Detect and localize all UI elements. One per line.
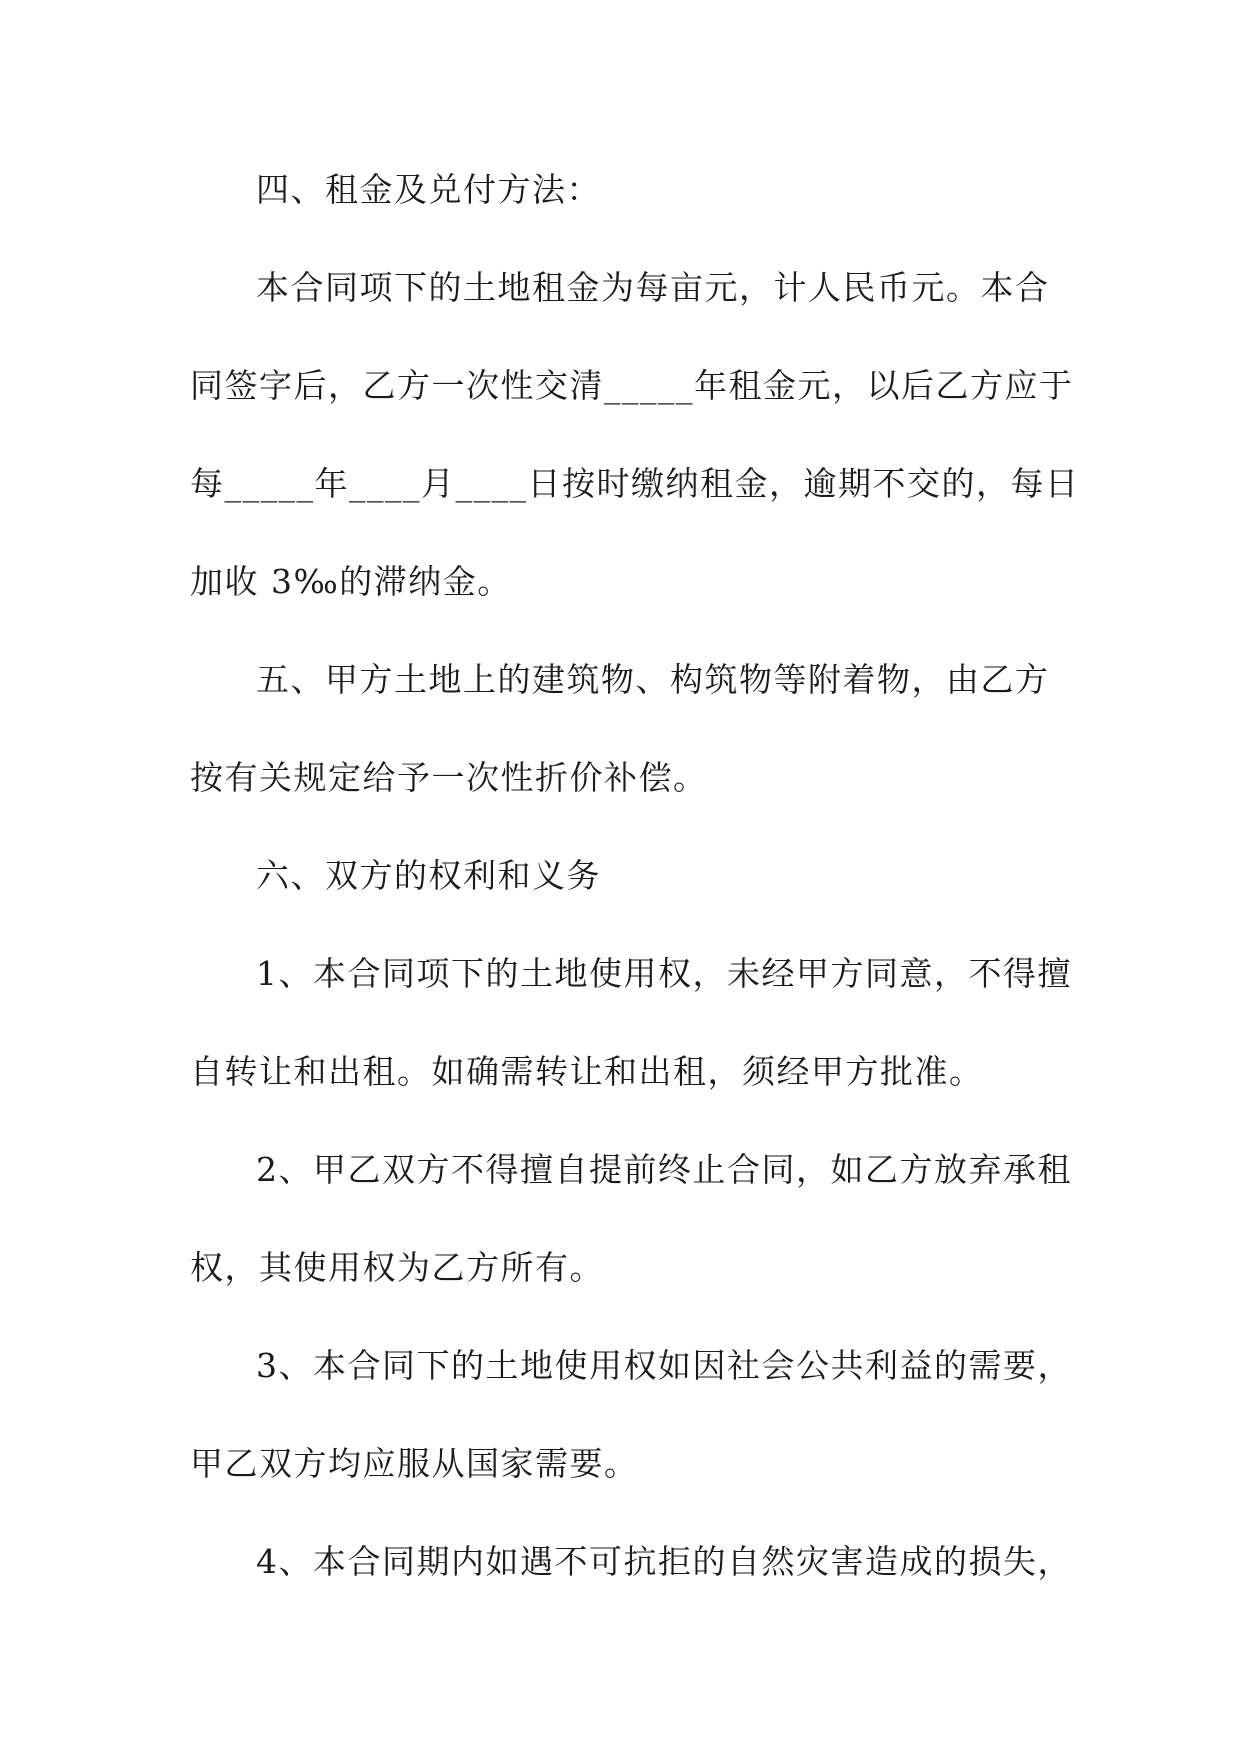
paragraph-line: 加收 3‰的滞纳金。 [190,562,512,601]
paragraph-line: 甲乙双方均应服从国家需要。 [190,1444,639,1483]
document-body [190,170,1080,1640]
paragraph-line: 4、本合同期内如遇不可抗拒的自然灾害造成的损失， [256,1542,1072,1581]
paragraph-line: 四、租金及兑付方法： [256,170,601,209]
paragraph-line: 权，其使用权为乙方所有。 [190,1248,604,1287]
paragraph-line: 五、甲方土地上的建筑物、构筑物等附着物，由乙方 [256,660,1050,699]
paragraph-line: 3、本合同下的土地使用权如因社会公共利益的需要， [256,1346,1072,1385]
paragraph-line: 同签字后，乙方一次性交清_____年租金元，以后乙方应于 [190,366,1074,405]
paragraph-line: 2、甲乙双方不得擅自提前终止合同，如乙方放弃承租 [256,1150,1072,1189]
section-heading: 六、双方的权利和义务 [256,856,601,895]
paragraph-line: 自转让和出租。如确需转让和出租，须经甲方批准。 [190,1052,984,1091]
paragraph-line: 1、本合同项下的土地使用权，未经甲方同意，不得擅 [256,954,1072,993]
paragraph-line: 按有关规定给予一次性折价补偿。 [190,758,708,797]
paragraph-line: 本合同项下的土地租金为每亩元，计人民币元。本合 [256,268,1050,307]
paragraph-line: 每_____年____月____日按时缴纳租金，逾期不交的，每日 [190,464,1080,503]
